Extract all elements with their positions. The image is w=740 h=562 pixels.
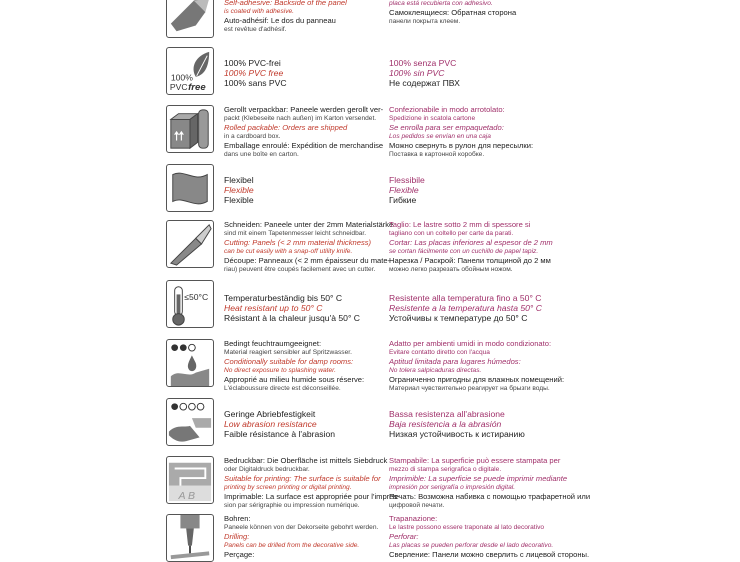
cutter-knife-icon [166, 220, 214, 268]
printing-roller-icon [166, 456, 214, 504]
svg-text:A B: A B [178, 490, 196, 503]
abrasion-wipe-icon [166, 398, 214, 446]
flexible-sheet-icon [166, 164, 214, 212]
water-drop-icon [166, 339, 214, 387]
svg-text:free: free [188, 82, 206, 94]
svg-text:≤50°C: ≤50°C [184, 292, 209, 303]
thermometer-icon [166, 280, 214, 328]
svg-text:PVC: PVC [169, 82, 188, 93]
pvc-free-leaf-icon [166, 47, 214, 95]
rolled-package-icon [166, 105, 214, 153]
svg-text:100%: 100% [170, 72, 193, 83]
adhesive-peel-icon [166, 0, 214, 38]
